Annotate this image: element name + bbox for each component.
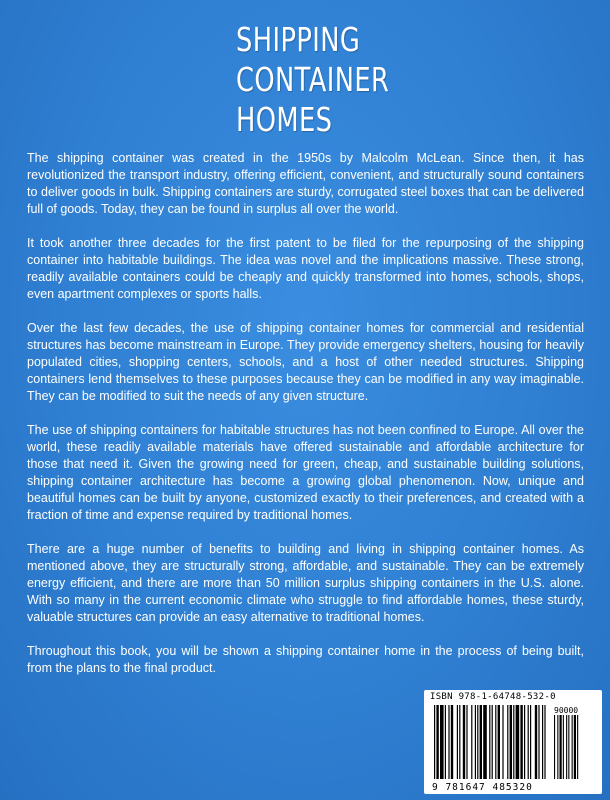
barcode-bar — [463, 705, 465, 779]
barcode-bars-icon — [434, 705, 594, 781]
price-code: 90000 — [554, 706, 579, 715]
barcode-bar — [448, 705, 449, 779]
blurb-paragraph: The use of shipping containers for habitable structures has not been confined to Europe. All over the world, these readily available materials have offered sustainable and affordable architecture for those that need it. Given the growing need for green, cheap, and sustainable building solutions, shipping container architecture has become a growing global phenomenon. Now, unique and beautiful homes can be built by anyone, customized exactly to their preferences, and created with a fraction of time and expense required by traditional homes. — [27, 423, 584, 522]
barcode-addon-bar — [572, 715, 573, 779]
barcode-bar — [516, 705, 520, 779]
barcode-bar — [542, 705, 543, 779]
barcode-addon-bar — [554, 715, 555, 779]
barcode-bar — [475, 705, 476, 779]
barcode-addon-bar — [563, 715, 564, 779]
barcode-bar — [520, 705, 522, 779]
barcode-bar — [440, 705, 444, 779]
barcode-bar — [489, 705, 490, 779]
blurb-paragraph: Throughout this book, you will be shown a shipping container home in the process of being built, from the plans to the final product. — [27, 644, 584, 675]
barcode-bar — [498, 705, 500, 779]
blurb — [27, 150, 584, 694]
barcode-bar — [459, 705, 460, 779]
barcode-addon-bar — [574, 715, 576, 779]
barcode-bar — [495, 705, 496, 779]
barcode-addon-bar — [560, 715, 562, 779]
barcode-bar — [528, 705, 529, 779]
barcode-bar — [466, 705, 467, 779]
barcode-bar — [480, 705, 482, 779]
barcode-bar — [436, 705, 438, 779]
blurb-paragraph: There are a huge number of benefits to building and living in shipping container homes. As mentioned above, they are structurally strong, affordable, and sustainable. They can be extremely energy efficient, and there are more than 50 million surplus shipping containers in the U.S. alone. With so many in the current economic climate who struggle to find affordable homes, these sturdy, valuable structures can provide an easy alternative to traditional homes. — [27, 542, 584, 624]
barcode-bar — [457, 705, 458, 779]
title-line: HOMES — [236, 100, 333, 139]
barcode-bar — [524, 705, 525, 779]
barcode-bar — [434, 705, 435, 779]
barcode-bar — [471, 705, 472, 779]
blurb-paragraph: The shipping container was created in the 1950s by Malcolm McLean. Since then, it has revolutionized the transport industry, offering efficient, convenient, and structurally sound containers to deliver goods in bulk. Shipping containers are sturdy, corrugated steel boxes that can be delivered full of goods. Today, they can be found in surplus all over the world. — [27, 151, 584, 216]
barcode-addon-bar — [577, 715, 578, 779]
title-line: CONTAINER — [236, 60, 390, 99]
barcode-addon-bar — [566, 715, 567, 779]
blurb-paragraph: Over the last few decades, the use of shipping container homes for commercial and residential structures has become mainstream in Europe. They provide emergency shelters, housing for heavily populated cities, shopping centers, schools, and a host of other needed structures. Shipping containers lend themselves to these purposes because they can be modified in any way imaginable. They can be modified to suit the needs of any given structure. — [27, 321, 584, 403]
barcode-bar — [483, 705, 487, 779]
barcode-bar — [535, 705, 537, 779]
barcode-bar — [538, 705, 539, 779]
barcode-bar — [477, 705, 478, 779]
barcode-digits: 9 781647 485320 — [432, 782, 533, 793]
barcode-bar — [492, 705, 493, 779]
book-title — [236, 20, 389, 140]
title-line: SHIPPING — [236, 20, 361, 59]
isbn-label: ISBN 978-1-64748-532-0 — [430, 692, 556, 702]
barcode-bar — [502, 705, 503, 779]
blurb-paragraph: It took another three decades for the first patent to be filed for the repurposing of the shipping container into habitable buildings. The idea was novel and the implications massive. These strong, readily available containers could be cheaply and quickly transformed into homes, schools, shops, even apartment complexes or sports halls. — [27, 236, 584, 301]
barcode-bar — [445, 705, 446, 779]
barcode-bar — [530, 705, 531, 779]
barcode-bar — [513, 705, 514, 779]
barcode-bar — [510, 705, 512, 779]
barcode-addon-bar — [557, 715, 558, 779]
barcode-bar — [544, 705, 545, 779]
barcode-bar — [451, 705, 453, 779]
barcode-bar — [507, 705, 508, 779]
barcode-addon-bar — [568, 715, 569, 779]
isbn-barcode — [424, 690, 602, 794]
